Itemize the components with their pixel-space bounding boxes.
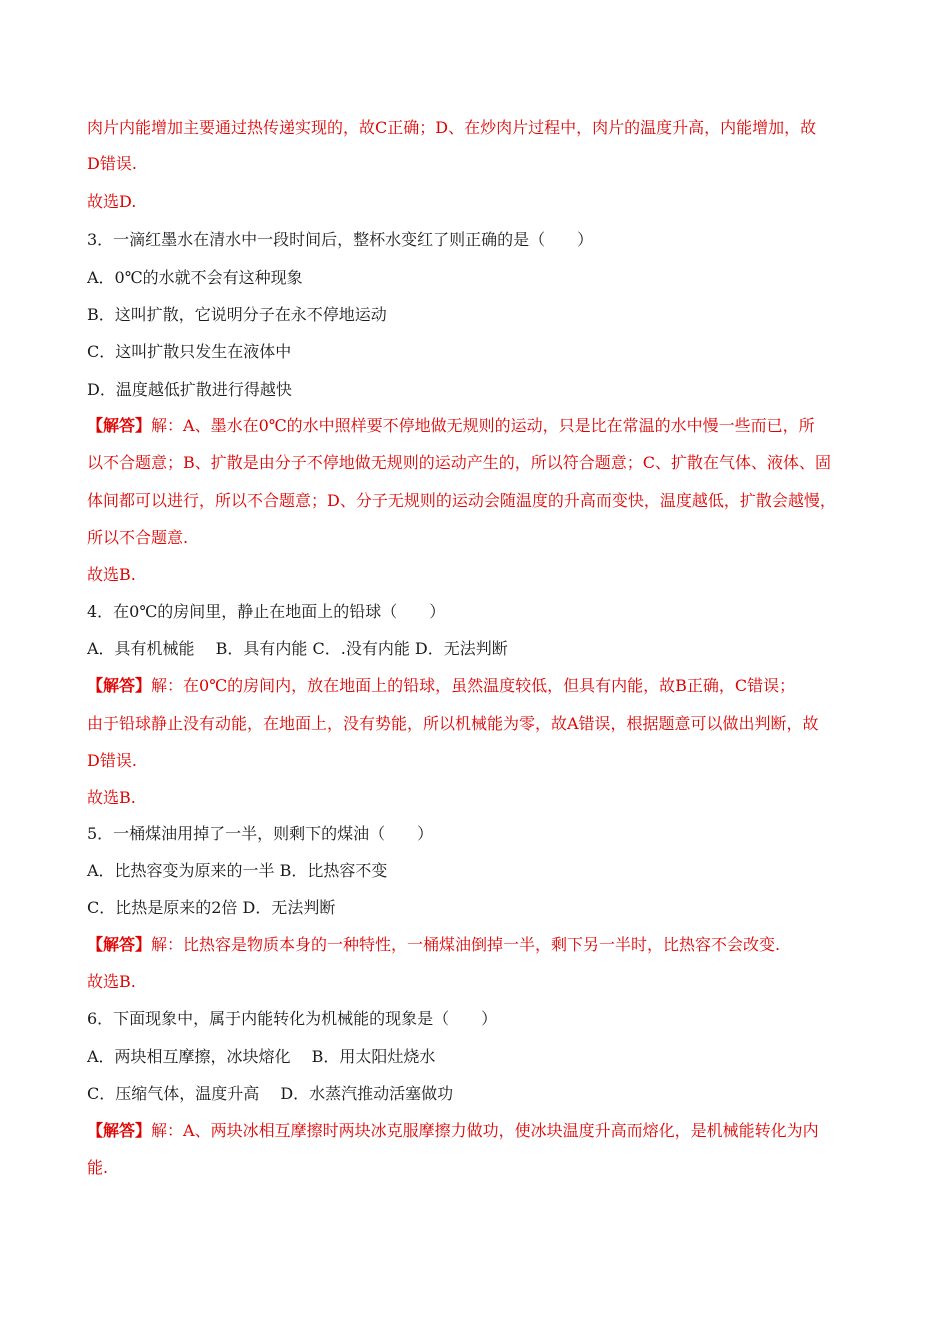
answer-line bbox=[87, 452, 867, 474]
line-text: 所以不合题意. bbox=[87, 528, 189, 547]
answer-line bbox=[87, 564, 867, 586]
line-text: 体间都可以进行，所以不合题意；D、分子无规则的运动会随温度的升高而变快，温度越低，扩散会越慢， bbox=[87, 491, 836, 510]
line-text: 3．一滴红墨水在清水中一段时间后，整杯水变红了则正确的是（ ） bbox=[87, 230, 594, 249]
answer-line bbox=[87, 117, 867, 139]
line-text: 5．一桶煤油用掉了一半，则剩下的煤油（ ） bbox=[87, 824, 434, 843]
line-text: B．这叫扩散，它说明分子在永不停地运动 bbox=[87, 305, 387, 324]
answer-line bbox=[87, 971, 867, 993]
line-text: A．0℃的水就不会有这种现象 bbox=[87, 268, 303, 287]
line-text: 故选B. bbox=[87, 565, 136, 584]
answer-line bbox=[87, 191, 867, 213]
line-text: 由于铅球静止没有动能，在地面上，没有势能，所以机械能为零，故A错误，根据题意可以做出判断，故 bbox=[87, 714, 819, 733]
answer-tag: 【解答】 bbox=[87, 935, 152, 954]
question-line bbox=[87, 1083, 867, 1105]
question-line bbox=[87, 267, 867, 289]
question-line bbox=[87, 601, 867, 623]
line-text: 4．在0℃的房间里，静止在地面上的铅球（ ） bbox=[87, 602, 446, 621]
line-text: 以不合题意；B、扩散是由分子不停地做无规则的运动产生的，所以符合题意；C、扩散在气体、液体、固 bbox=[87, 453, 832, 472]
question-line bbox=[87, 1008, 867, 1030]
answer-line bbox=[87, 934, 867, 956]
line-text: D错误. bbox=[87, 154, 137, 173]
line-text: 故选B. bbox=[87, 972, 136, 991]
question-line bbox=[87, 229, 867, 251]
answer-line bbox=[87, 750, 867, 772]
line-text: A．比热容变为原来的一半 B．比热容不变 bbox=[87, 861, 388, 880]
line-text: A．具有机械能 B．具有内能 C．.没有内能 D．无法判断 bbox=[87, 639, 508, 658]
answer-line bbox=[87, 527, 867, 549]
answer-line bbox=[87, 1157, 867, 1179]
line-text: D错误. bbox=[87, 751, 137, 770]
answer-tag: 【解答】 bbox=[87, 1121, 152, 1140]
line-text: A．两块相互摩擦，冰块熔化 B．用太阳灶烧水 bbox=[87, 1047, 436, 1066]
line-text: C．这叫扩散只发生在液体中 bbox=[87, 342, 292, 361]
answer-line bbox=[87, 675, 867, 697]
line-text: C．比热是原来的2倍 D．无法判断 bbox=[87, 898, 336, 917]
line-text: D．温度越低扩散进行得越快 bbox=[87, 380, 292, 399]
question-line bbox=[87, 341, 867, 363]
answer-line bbox=[87, 415, 867, 437]
question-line bbox=[87, 1046, 867, 1068]
question-line bbox=[87, 304, 867, 326]
line-text: 解：在0℃的房间内，放在地面上的铅球，虽然温度较低，但具有内能，故B正确，C错误； bbox=[151, 676, 796, 695]
answer-line bbox=[87, 713, 867, 735]
line-text: 解：A、两块冰相互摩擦时两块冰克服摩擦力做功，使冰块温度升高而熔化，是机械能转化为内 bbox=[151, 1121, 819, 1140]
line-text: 故选B. bbox=[87, 788, 136, 807]
line-text: 解：A、墨水在0℃的水中照样要不停地做无规则的运动，只是比在常温的水中慢一些而已，所 bbox=[151, 416, 815, 435]
line-text: C．压缩气体，温度升高 D．水蒸汽推动活塞做功 bbox=[87, 1084, 454, 1103]
answer-line bbox=[87, 153, 867, 175]
line-text: 解：比热容是物质本身的一种特性，一桶煤油倒掉一半，剩下另一半时，比热容不会改变. bbox=[151, 935, 781, 954]
answer-tag: 【解答】 bbox=[87, 416, 152, 435]
question-line bbox=[87, 860, 867, 882]
line-text: 能. bbox=[87, 1158, 109, 1177]
answer-line bbox=[87, 490, 867, 512]
question-line bbox=[87, 638, 867, 660]
question-line bbox=[87, 823, 867, 845]
answer-line bbox=[87, 1120, 867, 1142]
answer-tag: 【解答】 bbox=[87, 676, 152, 695]
line-text: 6．下面现象中，属于内能转化为机械能的现象是（ ） bbox=[87, 1009, 498, 1028]
question-line bbox=[87, 897, 867, 919]
line-text: 故选D. bbox=[87, 192, 137, 211]
question-line bbox=[87, 379, 867, 401]
line-text: 肉片内能增加主要通过热传递实现的，故C正确；D、在炒肉片过程中，肉片的温度升高，内能增加，故 bbox=[87, 118, 817, 137]
answer-line bbox=[87, 787, 867, 809]
